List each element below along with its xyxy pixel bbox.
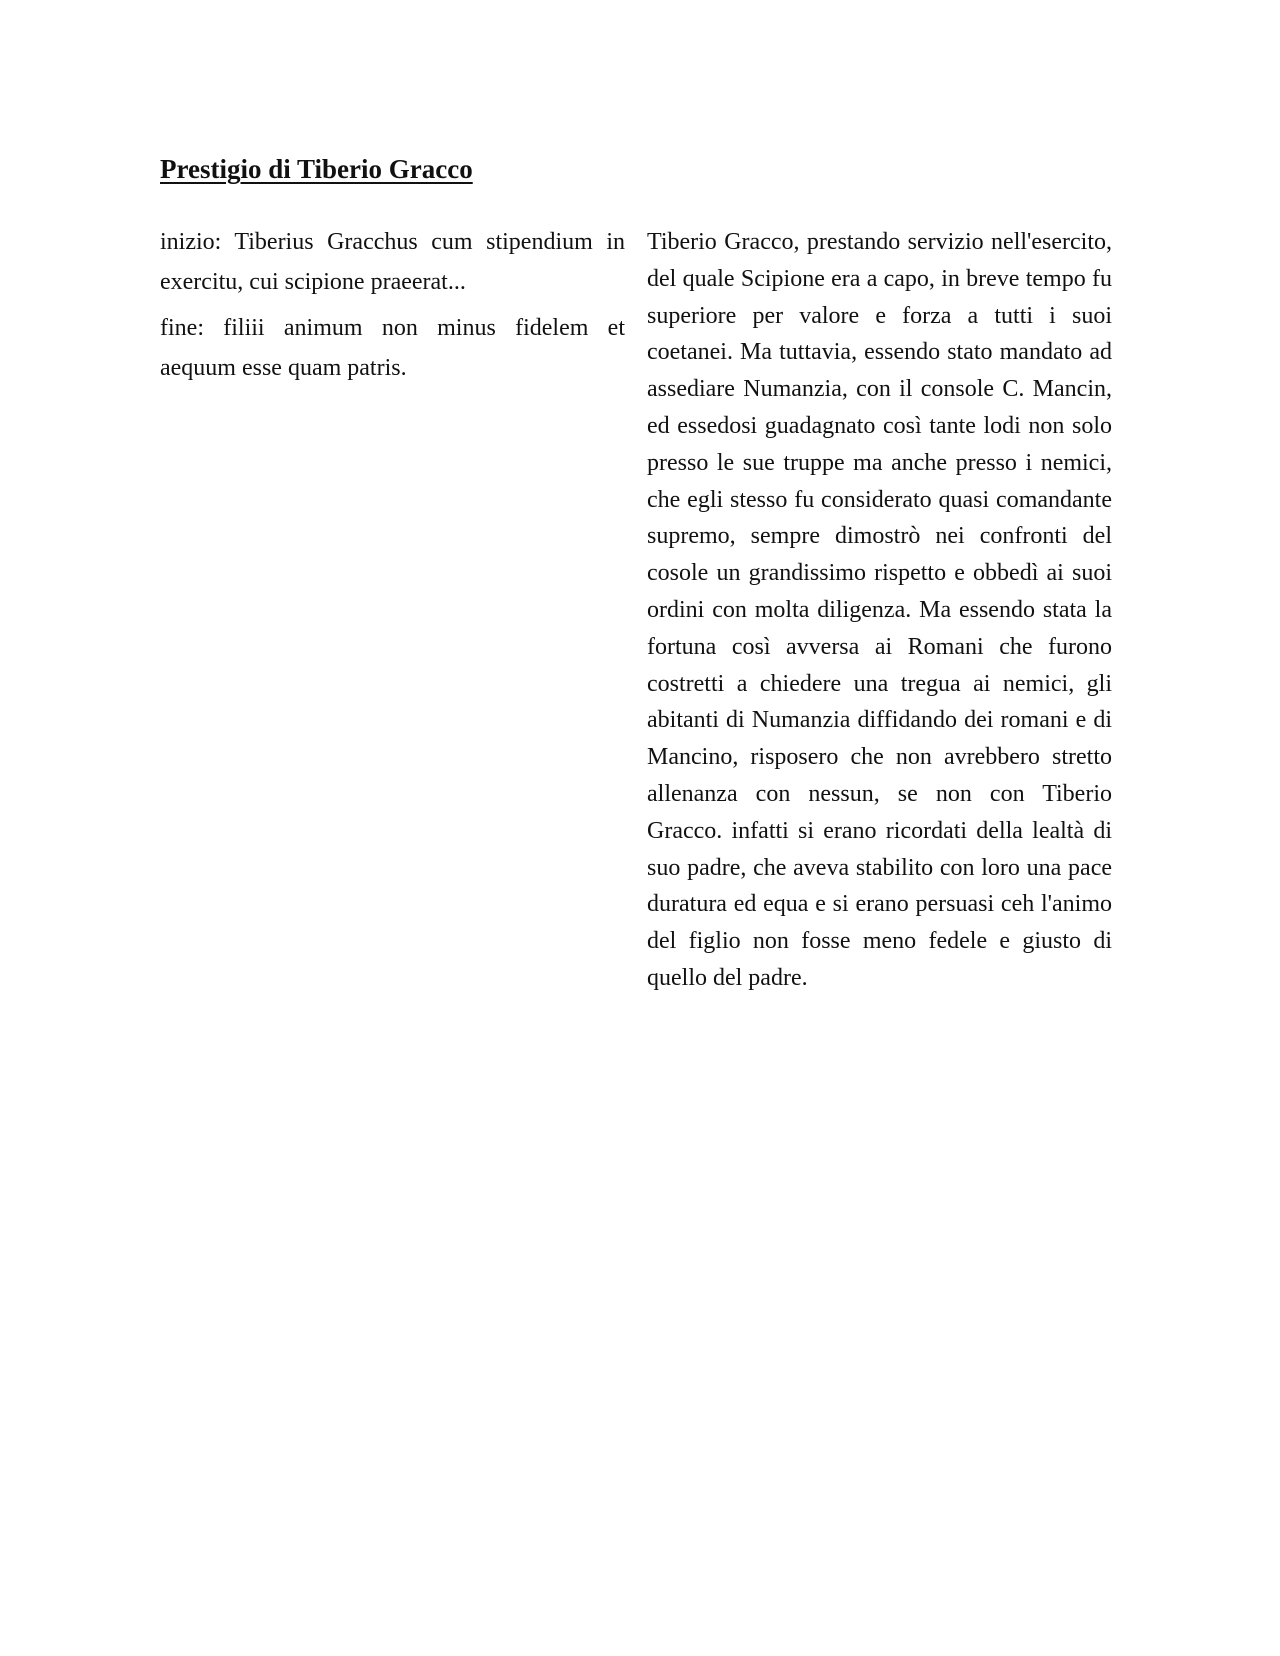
translation-paragraph: Tiberio Gracco, prestando servizio nell'esercito, del quale Scipione era a capo, in breve tempo fu superiore per valore e forza a tutti i suoi coetanei. Ma tuttavia, essendo stato mandato ad assediare Numanzia, con il console C. Mancin, ed essedosi guadagnato così tante lodi non solo presso le sue truppe ma anche presso i nemici, che egli stesso fu considerato quasi comandante supremo, sempre dimostrò nei confronti del cosole un grandissimo rispetto e obbedì ai suoi ordini con molta diligenza. Ma essendo stata la fortuna così avversa ai Romani che furono costretti a chiedere una tregua ai nemici, gli abitanti di Numanzia diffidando dei romani e di Mancino, risposero che non avrebbero stretto allenanza con nessun, se non con Tiberio Gracco. infatti si erano ricordati della lealtà di suo padre, che aveva stabilito con loro una pace duratura ed equa e si erano persuasi ceh l'animo del figlio non fosse meno fedele e giusto di quello del padre. bbox=[647, 229, 1112, 991]
latin-end-paragraph: fine: filiii animum non minus fidelem et aequum esse quam patris. bbox=[160, 315, 625, 381]
latin-column bbox=[160, 222, 625, 394]
page-title: Prestigio di Tiberio Gracco bbox=[160, 154, 473, 184]
latin-start-paragraph: inizio: Tiberius Gracchus cum stipendium in exercitu, cui scipione praeerat... bbox=[160, 229, 625, 295]
